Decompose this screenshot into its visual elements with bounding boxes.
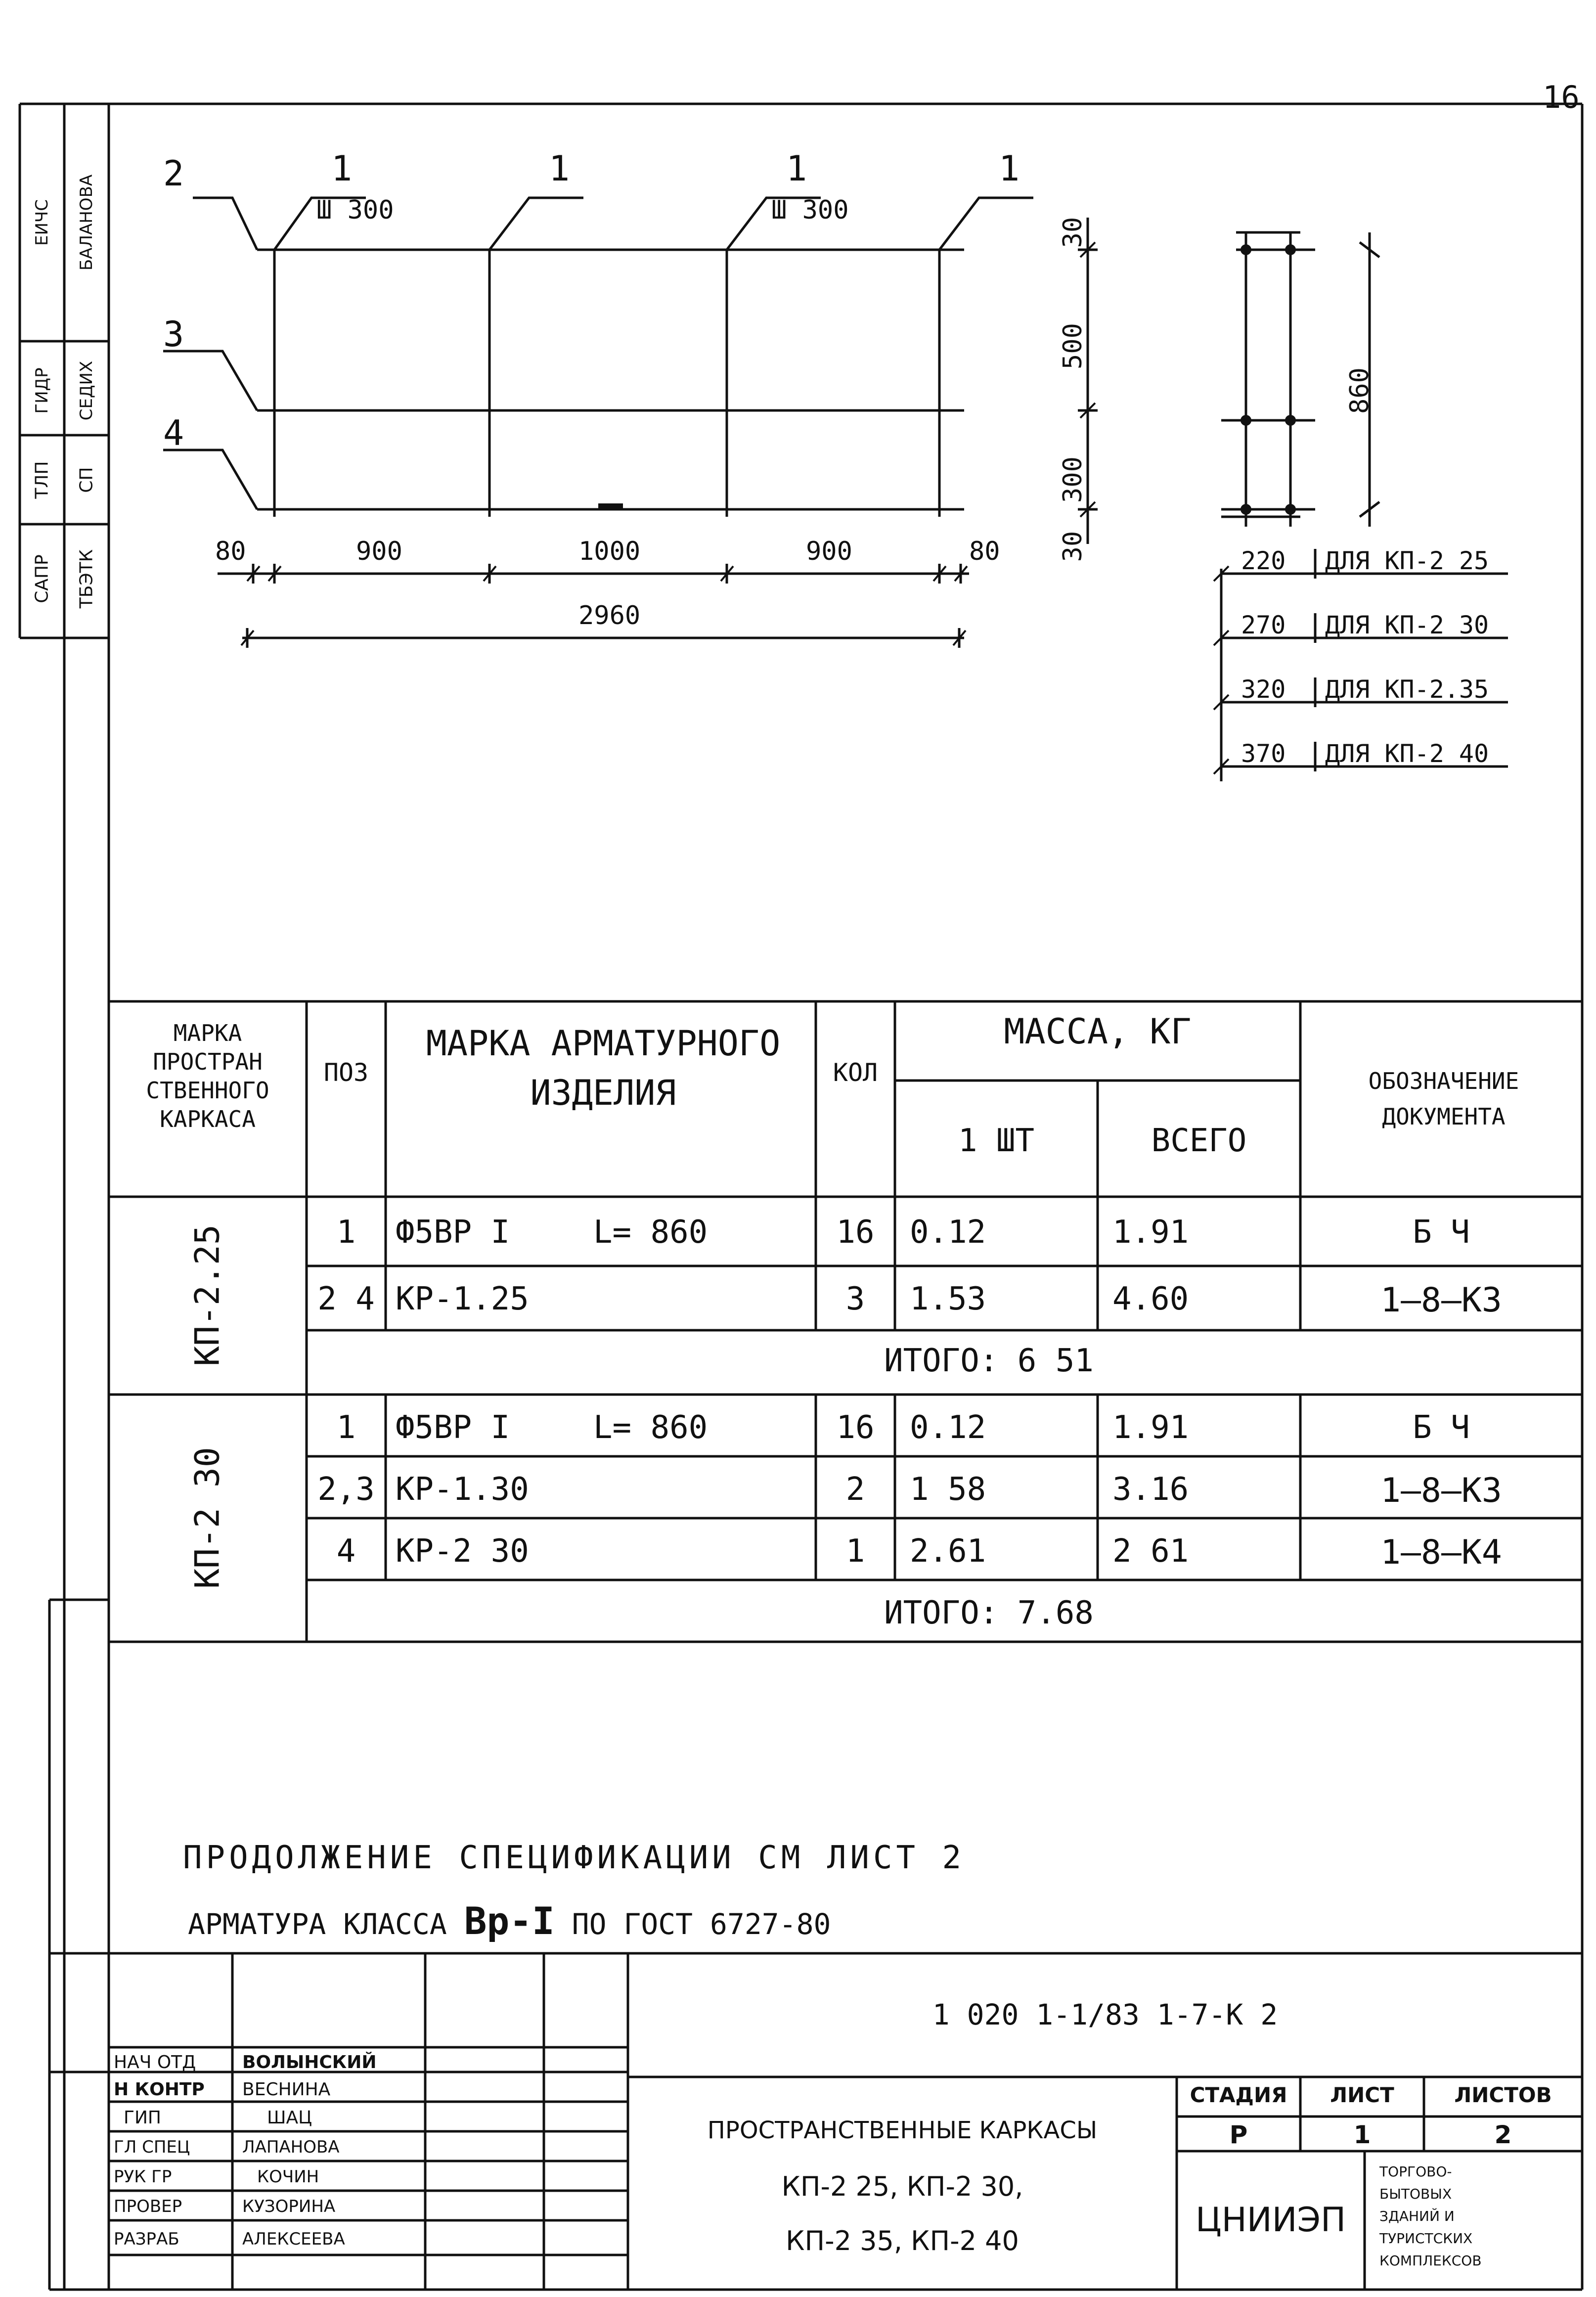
cell-total: 1.91 [1112, 1214, 1189, 1251]
cell-total: 1.91 [1112, 1409, 1189, 1446]
armature-class: Вр-I [464, 1899, 555, 1943]
dim-label: 1000 [578, 537, 641, 566]
side-stamp-cell: СП [76, 467, 97, 493]
staff-name: ЛАПАНОВА [242, 2137, 340, 2157]
organization-subtitle: КОМПЛЕКСОВ [1379, 2252, 1482, 2269]
organization-subtitle: ЗДАНИЙ И [1379, 2208, 1455, 2224]
width-label: ДЛЯ КП-2 40 [1325, 739, 1489, 768]
callout-1: 1 [786, 148, 807, 189]
sheet-label: ЛИСТ [1330, 2083, 1394, 2107]
staff-name: КОЧИН [257, 2167, 319, 2187]
armature-prefix: АРМАТУРА КЛАССА [188, 1907, 447, 1941]
page-number: 16 [1543, 79, 1580, 115]
document-code: 1 020 1-1/83 1-7-К 2 [932, 1998, 1278, 2031]
armature-suffix: ПО ГОСТ 6727-80 [572, 1907, 831, 1941]
cell-total: 3.16 [1112, 1471, 1189, 1508]
callout-4: 4 [163, 413, 184, 453]
cell-doc: 1—8—К3 [1380, 1281, 1502, 1320]
cell-item: Ф5ВР I [396, 1214, 510, 1251]
dim-label: 80 [969, 537, 1000, 566]
organization-subtitle: БЫТОВЫХ [1379, 2186, 1452, 2202]
spacing-label: Ш 300 [771, 195, 849, 225]
side-stamp-cell: ЕИЧС [32, 199, 52, 246]
cell-total: 2 61 [1112, 1533, 1189, 1570]
armature-note [188, 1899, 831, 1943]
stage-label: СТАДИЯ [1190, 2083, 1287, 2107]
header-mass: МАССА, КГ [1004, 1011, 1192, 1052]
cell-poz: 4 [336, 1533, 356, 1570]
staff-role: НАЧ ОТД [114, 2052, 196, 2072]
side-stamp-cell: БАЛАНОВА [77, 174, 96, 271]
cell-poz: 1 [336, 1409, 356, 1446]
cell-item: КР-2 30 [396, 1533, 529, 1570]
continuation-note: ПРОДОЛЖЕНИЕ СПЕЦИФИКАЦИИ СМ ЛИСТ 2 [183, 1840, 966, 1876]
group-total: ИТОГО: 6 51 [884, 1343, 1094, 1379]
side-stamp-cell: СЕДИХ [77, 360, 96, 421]
width-dim: 270 [1241, 611, 1286, 639]
dim-label-vertical: 30 [1058, 531, 1088, 562]
staff-role: РАЗРАБ [114, 2229, 179, 2249]
staff-name: ВОЛЫНСКИЙ [242, 2052, 377, 2072]
callout-1: 1 [999, 148, 1020, 189]
header-quantity: КОЛ [833, 1058, 878, 1087]
organization-subtitle: ТУРИСТСКИХ [1379, 2230, 1473, 2247]
width-dim: 370 [1241, 739, 1286, 768]
dim-label-vertical: 300 [1058, 456, 1088, 503]
side-stamp-cell: ТЛП [32, 461, 52, 499]
staff-role: ГИП [124, 2108, 161, 2128]
sheets-value: 2 [1494, 2120, 1512, 2149]
cell-doc: Б Ч [1413, 1409, 1470, 1446]
cell-item: КР-1.25 [396, 1281, 529, 1317]
sheet-title: ПРОСТРАНСТВЕННЫЕ КАРКАСЫ [707, 2117, 1098, 2144]
organization-name: ЦНИИЭП [1195, 2201, 1346, 2240]
cell-kol: 3 [845, 1281, 865, 1317]
cell-kol: 1 [845, 1533, 865, 1570]
width-dim: 220 [1241, 546, 1286, 575]
side-stamp-cell: САПР [32, 554, 52, 603]
header-mass-one: 1 ШТ [958, 1123, 1035, 1159]
group-name: КП-2.25 [188, 1224, 227, 1366]
cell-kol: 16 [836, 1214, 875, 1251]
dim-label-vertical: 30 [1058, 217, 1088, 248]
sheet-value: 1 [1353, 2120, 1371, 2149]
width-label: ДЛЯ КП-2 30 [1325, 611, 1489, 639]
cell-one: 1 58 [910, 1471, 986, 1508]
callout-1: 1 [331, 148, 353, 189]
cell-one: 0.12 [910, 1409, 986, 1446]
staff-role: РУК ГР [114, 2167, 172, 2187]
spacing-label: Ш 300 [316, 195, 394, 225]
width-dim: 320 [1241, 675, 1286, 704]
cell-one: 1.53 [910, 1281, 986, 1317]
dim-label-vertical: 500 [1058, 323, 1088, 369]
stage-value: Р [1229, 2120, 1248, 2149]
dim-label: 900 [356, 537, 402, 566]
cell-one: 2.61 [910, 1533, 986, 1570]
dim-total: 2960 [578, 601, 641, 631]
staff-name: АЛЕКСЕЕВА [242, 2229, 345, 2249]
sheet-title-line: КП-2 35, КП-2 40 [786, 2225, 1019, 2256]
staff-name: КУЗОРИНА [242, 2197, 336, 2216]
staff-name: ВЕСНИНА [242, 2079, 331, 2100]
cell-one: 0.12 [910, 1214, 986, 1251]
staff-name: ШАЦ [267, 2108, 312, 2128]
cell-poz: 2,3 [317, 1471, 375, 1508]
cell-poz: 2 4 [317, 1281, 375, 1317]
side-stamp-cell: ТБЭТК [76, 549, 97, 609]
section-height-label: 860 [1345, 367, 1374, 414]
dim-label: 80 [215, 537, 246, 566]
header-mass-total: ВСЕГО [1151, 1123, 1247, 1159]
cell-length: L= 860 [593, 1409, 708, 1446]
callout-1: 1 [549, 148, 570, 189]
width-label: ДЛЯ КП-2 25 [1325, 546, 1489, 575]
cell-item: Ф5ВР I [396, 1409, 510, 1446]
cell-length: L= 860 [593, 1214, 708, 1251]
cell-doc: 1—8—К3 [1380, 1471, 1502, 1510]
cell-kol: 16 [836, 1409, 875, 1446]
staff-role: Н КОНТР [114, 2079, 205, 2100]
callout-3: 3 [163, 314, 184, 355]
cell-total: 4.60 [1112, 1281, 1189, 1317]
staff-role: ПРОВЕР [114, 2197, 182, 2216]
cell-doc: Б Ч [1413, 1214, 1470, 1251]
side-stamp-cell: ГИДР [32, 367, 52, 414]
cell-kol: 2 [845, 1471, 865, 1508]
header-document: ОБОЗНАЧЕНИЕ ДОКУМЕНТА [1368, 1068, 1519, 1130]
dim-label: 900 [806, 537, 852, 566]
callout-2: 2 [163, 153, 184, 194]
sheets-label: ЛИСТОВ [1454, 2083, 1552, 2107]
header-item-mark: МАРКА АРМАТУРНОГО ИЗДЕЛИЯ [426, 1023, 781, 1113]
staff-role: ГЛ СПЕЦ [114, 2137, 190, 2157]
group-name: КП-2 30 [188, 1447, 227, 1589]
cell-doc: 1—8—К4 [1380, 1533, 1502, 1572]
cell-poz: 1 [336, 1214, 356, 1251]
header-position: ПОЗ [323, 1058, 369, 1087]
cell-item: КР-1.30 [396, 1471, 529, 1508]
group-total: ИТОГО: 7.68 [884, 1595, 1094, 1631]
sheet-title-line: КП-2 25, КП-2 30, [781, 2171, 1023, 2202]
width-label: ДЛЯ КП-2.35 [1325, 675, 1489, 704]
header-frame-mark: МАРКА ПРОСТРАН СТВЕННОГО КАРКАСА [146, 1020, 269, 1132]
organization-subtitle: ТОРГОВО- [1379, 2163, 1452, 2180]
